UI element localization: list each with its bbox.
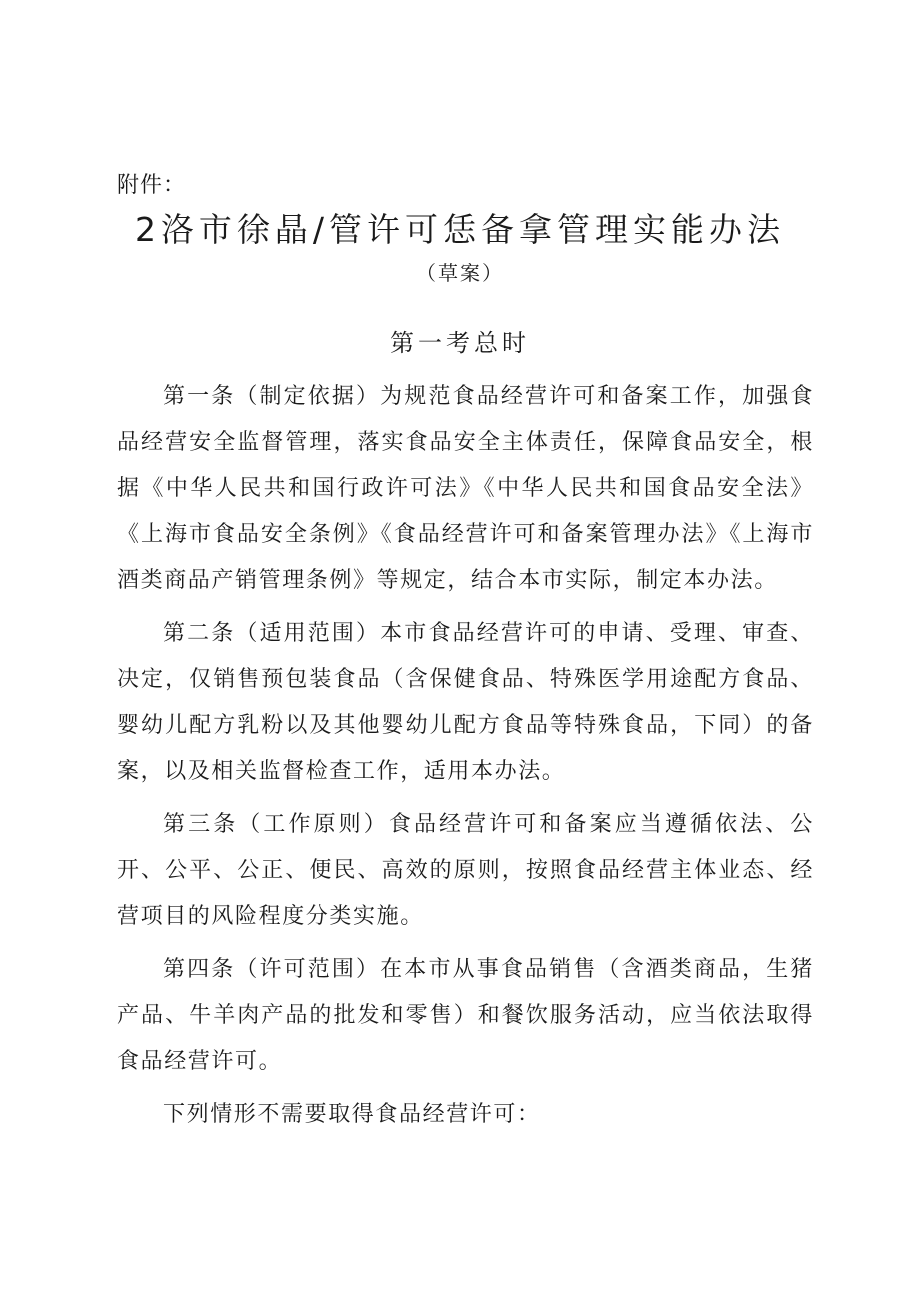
attachment-label: 附件： — [117, 173, 187, 198]
article-4-paragraph: 第四条（许可范围）在本市从事食品销售（含酒类商品，生猪产品、牛羊肉产品的批发和零售）和餐饮服务活动，应当依法取得食品经营许可。 — [117, 957, 814, 1074]
article-1-paragraph: 第一条（制定依据）为规范食品经营许可和备案工作，加强食品经营安全监督管理，落实食品安全主体责任，保障食品安全，根据《中华人民共和国行政许可法》《中华人民共和国食品安全法》《上海市食品安全条例》《食品经营许可和备案管理办法》《上海市酒类商品产销管理条例》等规定，结合本市实际，制定本办法。 — [117, 384, 814, 593]
exemptions-intro-paragraph: 下列情形不需要取得食品经营许可： — [163, 1102, 541, 1127]
document-subtitle: （草案） — [416, 261, 504, 285]
document-body — [117, 374, 814, 1145]
article-2-paragraph: 第二条（适用范围）本市食品经营许可的申请、受理、审查、决定，仅销售预包装食品（含保健食品、特殊医学用途配方食品、婴幼儿配方乳粉以及其他婴幼儿配方食品等特殊食品，下同）的备案，以及相关监督检查工作，适用本办法。 — [117, 621, 814, 784]
document-title: 2洛市徐晶/管许可恁备拿管理实能办法 — [134, 210, 786, 249]
chapter-heading: 第一考总时 — [390, 329, 530, 357]
article-3-paragraph: 第三条（工作原则）食品经营许可和备案应当遵循依法、公开、公平、公正、便民、高效的原则，按照食品经营主体业态、经营项目的风险程度分类实施。 — [117, 812, 814, 929]
